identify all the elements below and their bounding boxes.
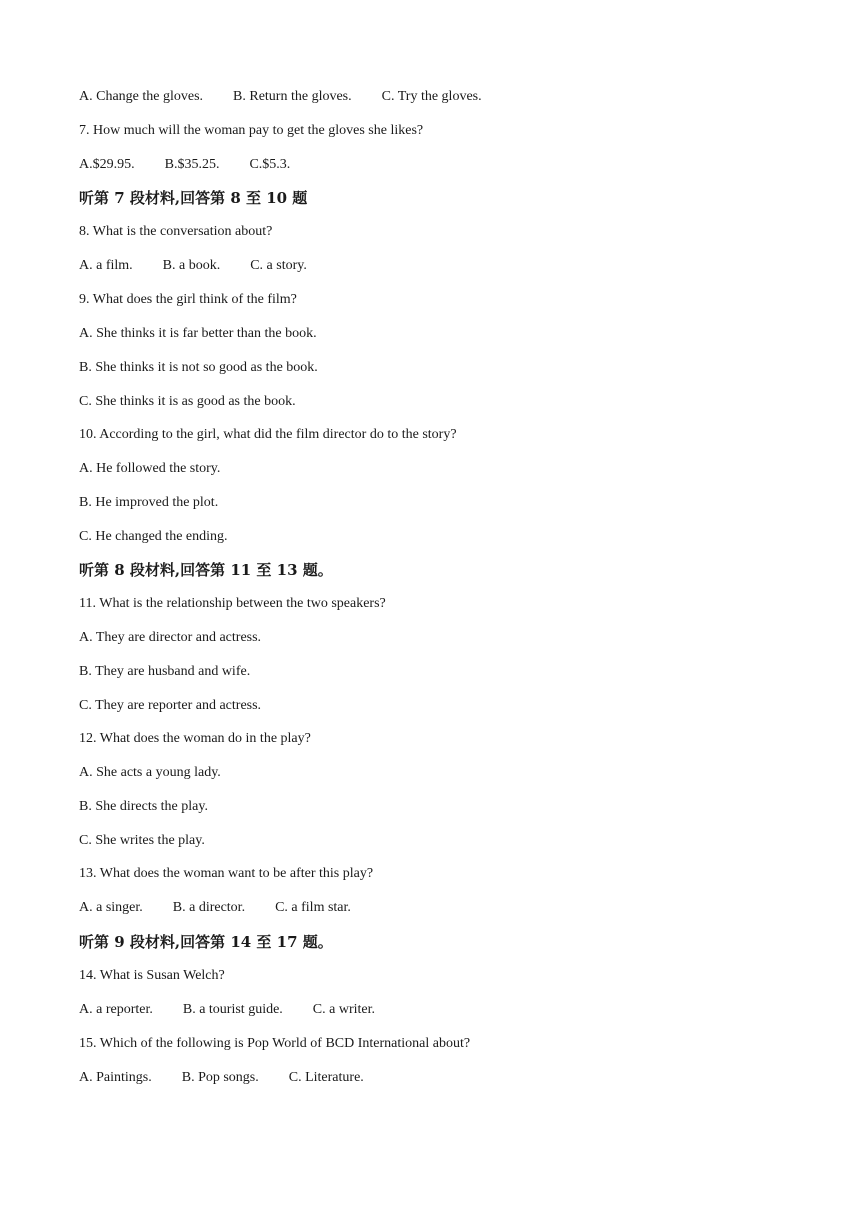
q8-options <box>79 257 307 275</box>
q12-option-c: C. She writes the play. <box>79 833 205 848</box>
q9-option-a: A. She thinks it is far better than the book. <box>79 326 317 341</box>
q15-option-b: B. Pop songs. <box>181 1070 259 1085</box>
q7-option-b: B.$35.25. <box>164 157 220 172</box>
q10-question: 10. According to the girl, what did the film director do to the story? <box>79 427 457 442</box>
q12-option-a: A. She acts a young lady. <box>79 765 221 780</box>
q14-option-a: A. a reporter. <box>79 1002 153 1017</box>
section-7-heading: 听第 7 段材料,回答第 8 至 10 题 <box>79 189 308 207</box>
q11-option-c: C. They are reporter and actress. <box>79 698 262 713</box>
q15-question: 15. Which of the following is Pop World of BCD International about? <box>79 1036 471 1051</box>
q13-option-c: C. a film star. <box>275 900 351 915</box>
q7-question: 7. How much will the woman pay to get the gloves she likes? <box>79 123 424 138</box>
q14-options <box>79 1001 375 1019</box>
q14-question: 14. What is Susan Welch? <box>79 968 225 983</box>
q10-option-a: A. He followed the story. <box>79 461 221 476</box>
q6-options <box>79 88 482 106</box>
q13-option-a: A. a singer. <box>79 900 143 915</box>
q15-option-c: C. Literature. <box>288 1070 364 1085</box>
q9-question: 9. What does the girl think of the film? <box>79 292 297 307</box>
q11-option-b: B. They are husband and wife. <box>79 664 251 679</box>
q9-option-b: B. She thinks it is not so good as the book. <box>79 360 318 375</box>
q13-question: 13. What does the woman want to be after this play? <box>79 866 374 881</box>
q8-question: 8. What is the conversation about? <box>79 224 273 239</box>
q6-option-a: A. Change the gloves. <box>79 89 204 104</box>
q10-option-b: B. He improved the plot. <box>79 495 219 510</box>
q11-question: 11. What is the relationship between the two speakers? <box>79 596 386 611</box>
q6-option-c: C. Try the gloves. <box>381 89 482 104</box>
q12-question: 12. What does the woman do in the play? <box>79 731 311 746</box>
q10-option-c: C. He changed the ending. <box>79 529 228 544</box>
q14-option-b: B. a tourist guide. <box>182 1002 283 1017</box>
q8-option-a: A. a film. <box>79 258 133 273</box>
q7-option-a: A.$29.95. <box>79 157 135 172</box>
q6-option-b: B. Return the gloves. <box>233 89 352 104</box>
q14-option-c: C. a writer. <box>312 1002 376 1017</box>
q15-options <box>79 1069 364 1087</box>
q13-option-b: B. a director. <box>172 900 246 915</box>
q8-option-b: B. a book. <box>162 258 221 273</box>
section-8-heading: 听第 8 段材料,回答第 11 至 13 题。 <box>79 561 333 579</box>
q12-option-b: B. She directs the play. <box>79 799 208 814</box>
section-9-heading: 听第 9 段材料,回答第 14 至 17 题。 <box>79 933 333 951</box>
q8-option-c: C. a story. <box>250 258 307 273</box>
q11-option-a: A. They are director and actress. <box>79 630 262 645</box>
q13-options <box>79 899 351 917</box>
q9-option-c: C. She thinks it is as good as the book. <box>79 394 296 409</box>
q15-option-a: A. Paintings. <box>79 1070 152 1085</box>
q7-option-c: C.$5.3. <box>249 157 291 172</box>
q7-options <box>79 156 290 174</box>
